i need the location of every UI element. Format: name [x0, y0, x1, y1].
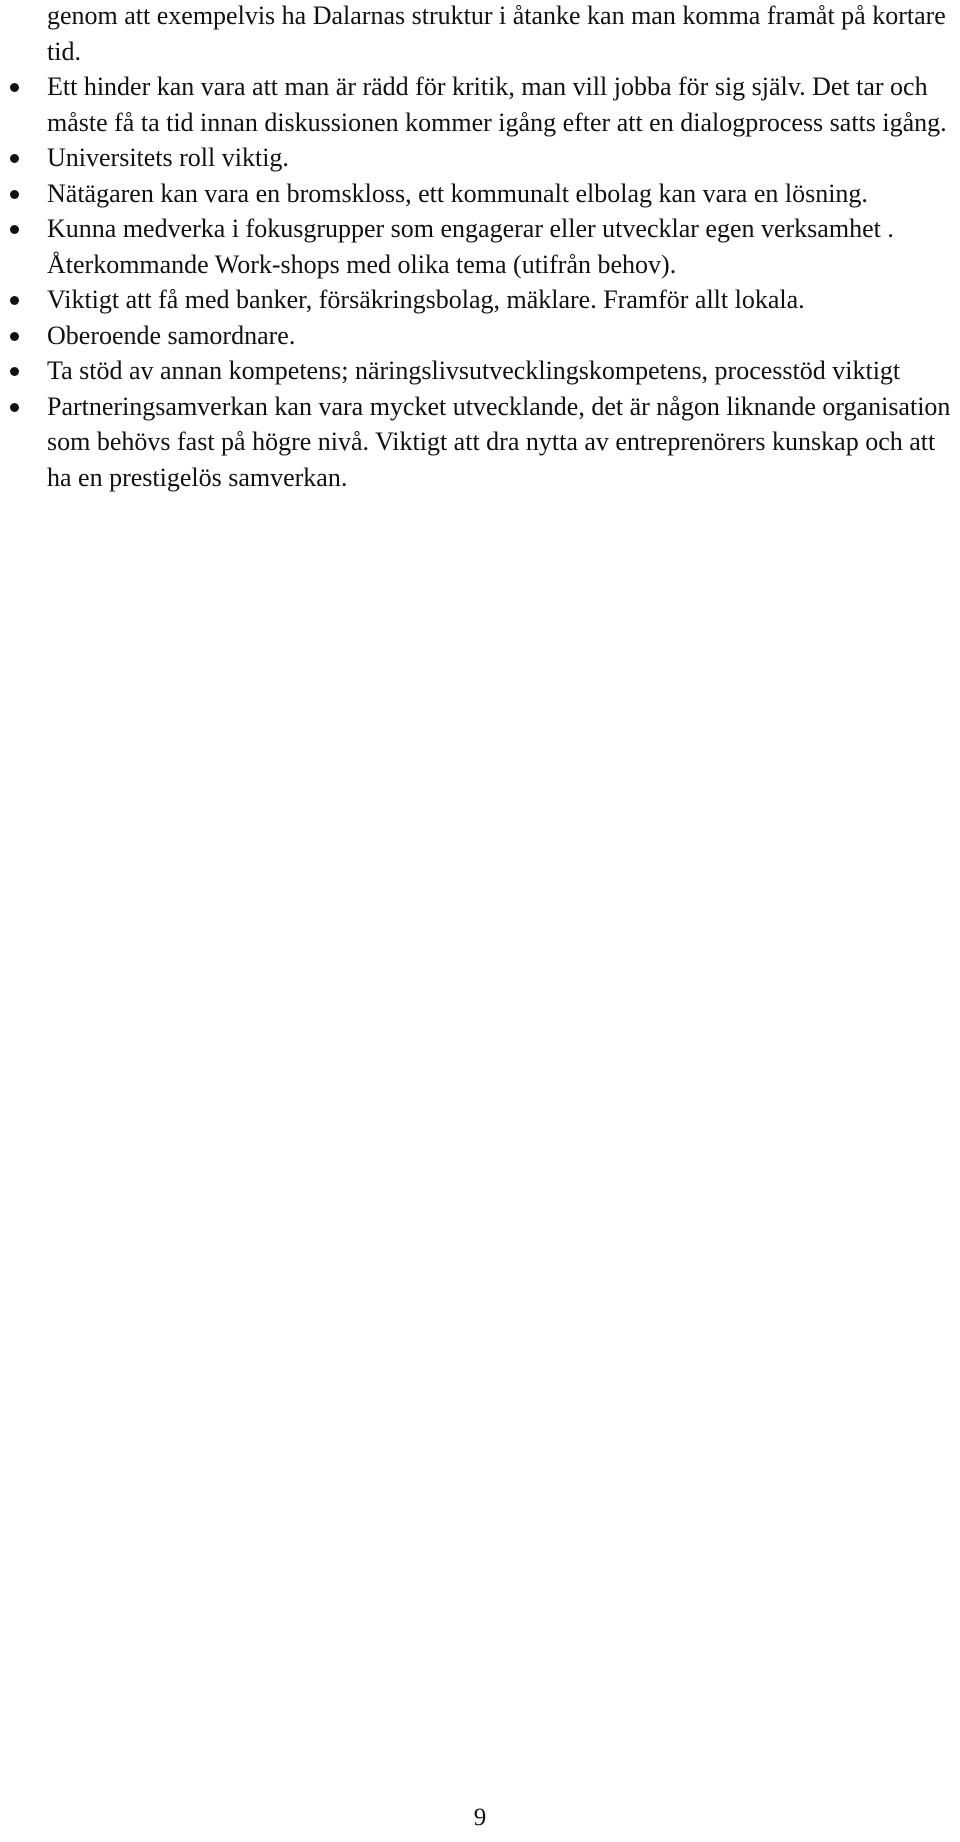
continuation-paragraph: genom att exempelvis ha Dalarnas struktur i åtanke kan man komma framåt på kortare tid.: [47, 1, 946, 66]
list-item: [47, 211, 952, 282]
list-item: [47, 389, 952, 496]
list-item: [47, 353, 952, 389]
list-item-text: Viktigt att få med banker, försäkringsbolag, mäklare. Framför allt lokala.: [47, 285, 805, 314]
bullet-list: [47, 69, 952, 495]
list-item: [47, 176, 952, 212]
list-item-text: Partneringsamverkan kan vara mycket utvecklande, det är någon liknande organisation som behövs fast på högre nivå. Viktigt att dra nytta av entreprenörers kunskap och att ha en prestigelös samverkan.: [47, 391, 951, 492]
list-item-text: Universitets roll viktig.: [47, 143, 289, 172]
list-item-text: Kunna medverka i fokusgrupper som engagerar eller utvecklar egen verksamhet . Återkommande Work-shops med olika tema (utifrån behov).: [47, 214, 894, 279]
page-number: 9: [473, 1804, 487, 1831]
page-body: [47, 0, 952, 495]
list-item: [47, 69, 952, 140]
list-item: [47, 282, 952, 318]
bullet-icon: [10, 332, 19, 341]
list-item: [47, 318, 952, 354]
list-item: [47, 140, 952, 176]
list-item-text: Oberoende samordnare.: [47, 320, 296, 350]
list-item-text: Nätägaren kan vara en bromskloss, ett kommunalt elbolag kan vara en lösning.: [47, 178, 868, 208]
list-item-text: Ta stöd av annan kompetens; näringslivsutvecklingskompetens, processtöd viktigt: [47, 356, 901, 385]
bullet-icon: [10, 154, 19, 163]
bullet-icon: [10, 225, 19, 234]
bullet-icon: [10, 367, 19, 376]
bullet-icon: [10, 83, 19, 92]
bullet-icon: [10, 296, 19, 305]
bullet-icon: [10, 403, 19, 412]
list-item-text: Ett hinder kan vara att man är rädd för kritik, man vill jobba för sig själv. Det tar och måste få ta tid innan diskussionen kommer igång efter att en dialogprocess satts igång.: [47, 72, 947, 137]
bullet-icon: [10, 190, 19, 199]
